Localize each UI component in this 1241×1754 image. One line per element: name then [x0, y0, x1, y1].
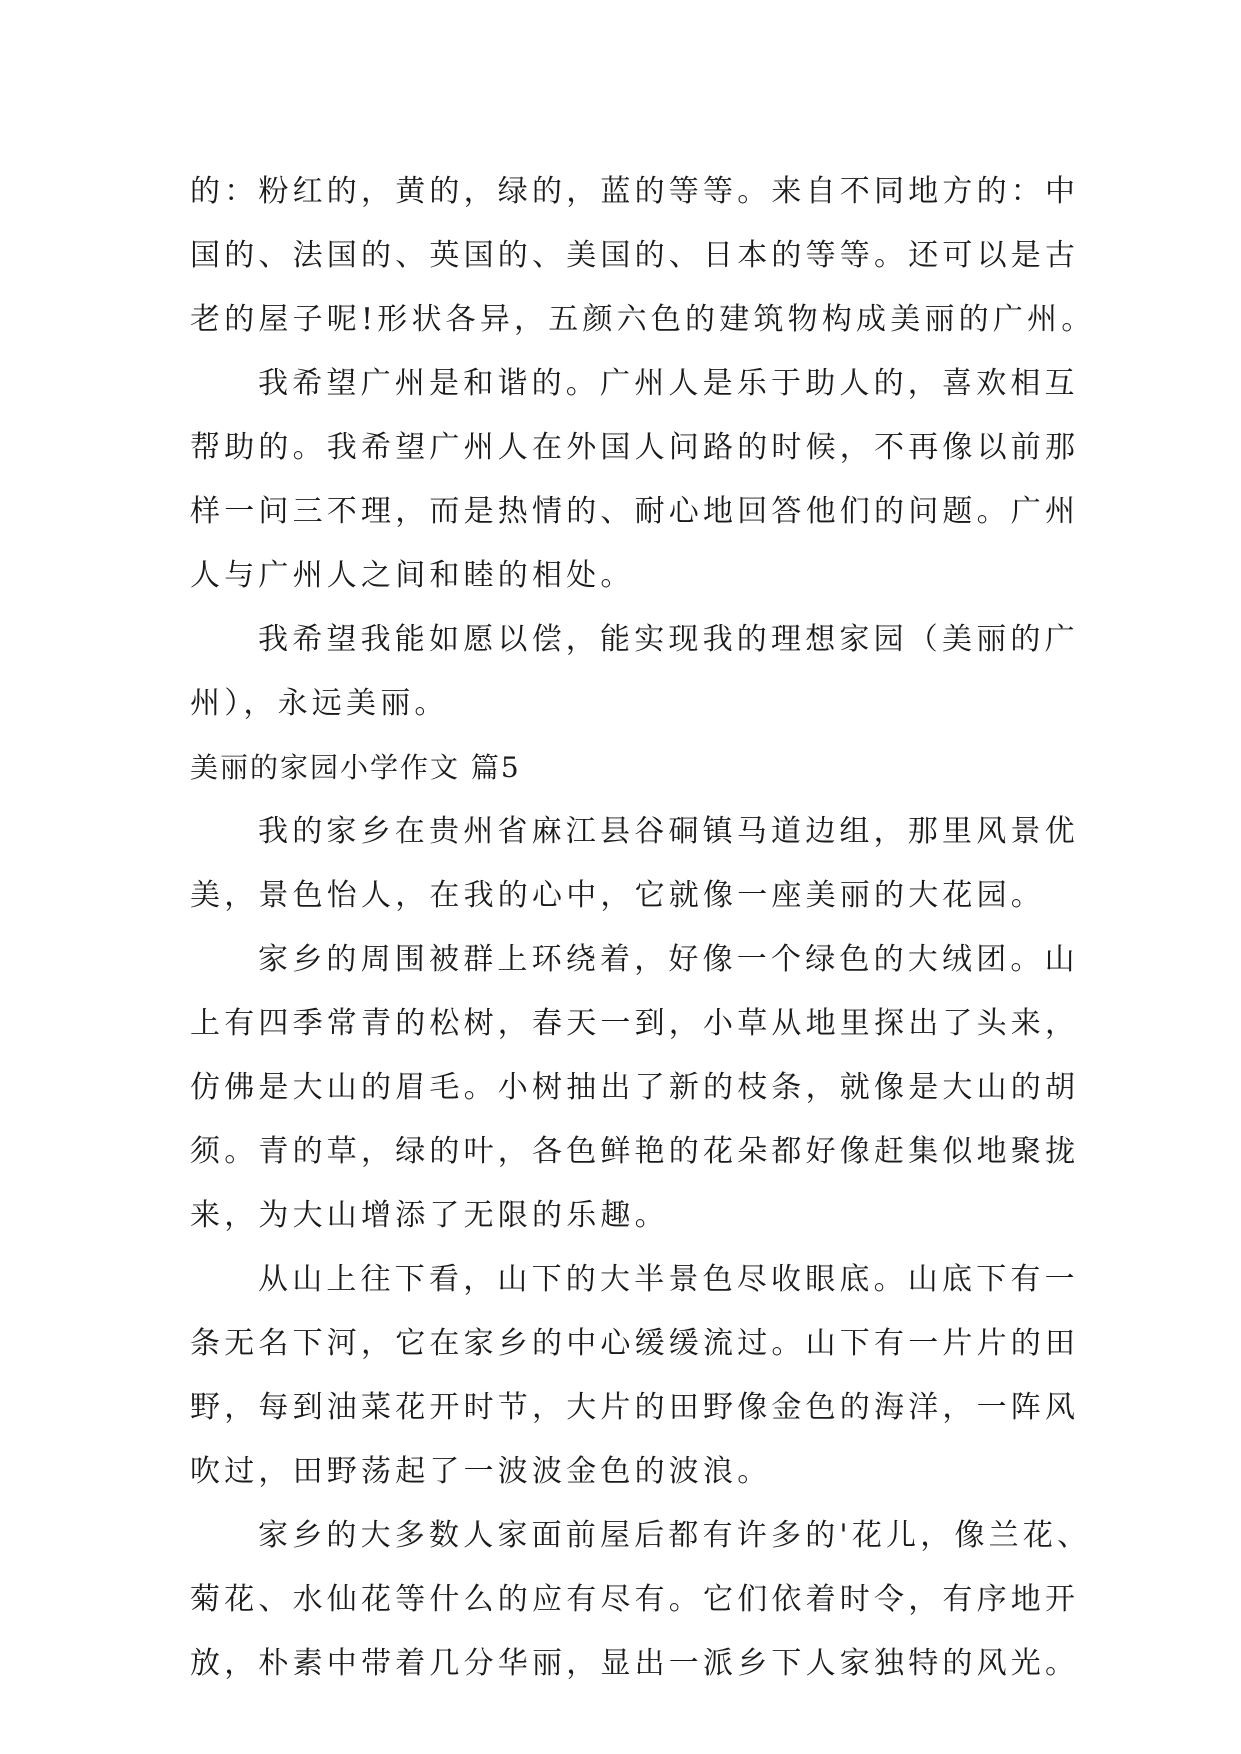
- text-line: 人与广州人之间和睦的相处。: [190, 558, 635, 593]
- text-line: 老的屋子呢!形状各异，五颜六色的建筑物构成美丽的广州。: [190, 302, 1096, 337]
- section-heading: 美丽的家园小学作文 篇5: [190, 751, 521, 784]
- text-line: 上有四季常青的松树，春天一到，小草从地里探出了头来，: [190, 1006, 1080, 1041]
- text-line: 的：粉红的，黄的，绿的，蓝的等等。来自不同地方的：中: [190, 174, 1080, 209]
- text-line: 国的、法国的、英国的、美国的、日本的等等。还可以是古: [190, 238, 1080, 273]
- document-page: [190, 160, 1096, 1696]
- paragraph-start-line: 家乡的大多数人家面前屋后都有许多的'花儿，像兰花、: [258, 1518, 1092, 1553]
- text-line: 野，每到油菜花开时节，大片的田野像金色的海洋，一阵风: [190, 1390, 1080, 1425]
- paragraph-start-line: 我希望我能如愿以偿，能实现我的理想家园（美丽的广: [258, 622, 1079, 657]
- paragraph-start-line: 我的家乡在贵州省麻江县谷硐镇马道边组，那里风景优: [258, 814, 1079, 849]
- text-line: 须。青的草，绿的叶，各色鲜艳的花朵都好像赶集似地聚拢: [190, 1134, 1080, 1169]
- text-line: 仿佛是大山的眉毛。小树抽出了新的枝条，就像是大山的胡: [190, 1070, 1080, 1105]
- paragraph-start-line: 从山上往下看，山下的大半景色尽收眼底。山底下有一: [258, 1262, 1079, 1297]
- paragraph-start-line: 家乡的周围被群上环绕着，好像一个绿色的大绒团。山: [258, 942, 1079, 977]
- text-line: 样一问三不理，而是热情的、耐心地回答他们的问题。广州: [190, 494, 1080, 529]
- text-line: 菊花、水仙花等什么的应有尽有。它们依着时令，有序地开: [190, 1582, 1080, 1617]
- text-line: 放，朴素中带着几分华丽，显出一派乡下人家独特的风光。: [190, 1646, 1080, 1681]
- text-line: 吹过，田野荡起了一波波金色的波浪。: [190, 1454, 772, 1489]
- text-line: 来，为大山增添了无限的乐趣。: [190, 1198, 669, 1233]
- text-line: 美，景色怡人，在我的心中，它就像一座美丽的大花园。: [190, 878, 1045, 913]
- text-line: 州），永远美丽。: [190, 686, 449, 721]
- text-line: 帮助的。我希望广州人在外国人问路的时候，不再像以前那: [190, 430, 1080, 465]
- paragraph-start-line: 我希望广州是和谐的。广州人是乐于助人的，喜欢相互: [258, 366, 1079, 401]
- text-line: 条无名下河，它在家乡的中心缓缓流过。山下有一片片的田: [190, 1326, 1080, 1361]
